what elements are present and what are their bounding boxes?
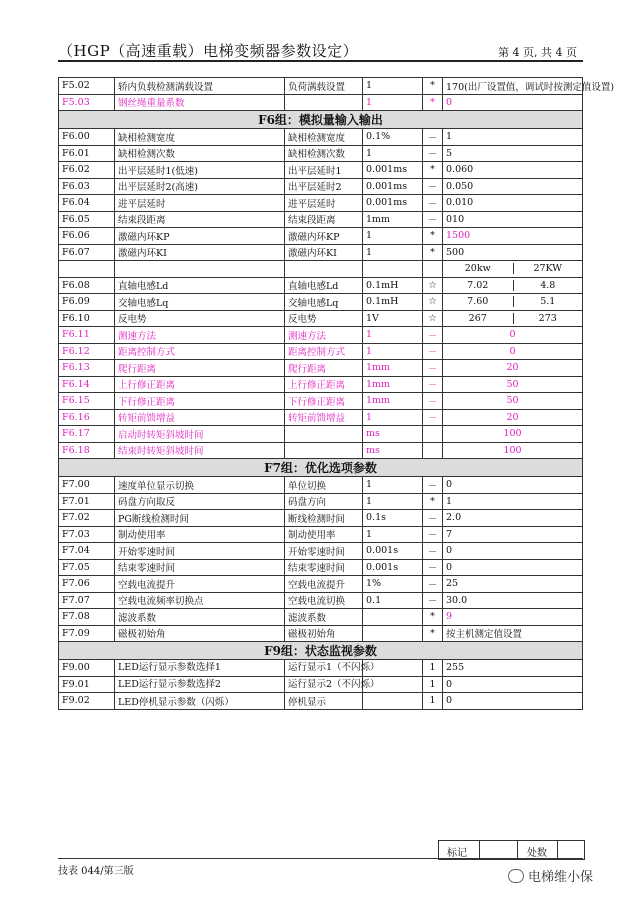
param-name: 下行修正距离: [115, 393, 285, 410]
param-value: 0.010: [443, 195, 583, 212]
param-attribute: －: [423, 327, 443, 344]
param-code: F7.06: [59, 576, 115, 593]
table-row: [59, 145, 583, 162]
param-attribute: 1: [423, 693, 443, 710]
param-display: 运行显示2（不闪烁）: [285, 676, 363, 693]
param-code: F6.07: [59, 244, 115, 261]
param-code: F9.00: [59, 660, 115, 677]
param-code: F9.02: [59, 693, 115, 710]
param-unit: 0.1s: [363, 510, 423, 527]
param-unit: 1mm: [363, 376, 423, 393]
param-unit: 0.001ms: [363, 195, 423, 212]
param-unit: 1: [363, 477, 423, 494]
param-unit: 1: [363, 145, 423, 162]
param-attribute: *: [423, 228, 443, 245]
table-row: [59, 277, 583, 294]
param-code: F6.08: [59, 277, 115, 294]
param-name: 码盘方向取反: [115, 493, 285, 510]
table-row: [59, 94, 583, 111]
param-display: 缺相检测次数: [285, 145, 363, 162]
table-row: [59, 526, 583, 543]
param-name: 结束时转矩斜坡时间: [115, 442, 285, 459]
param-name: 滤波系数: [115, 609, 285, 626]
param-display: [285, 94, 363, 111]
param-name: 启动时转矩斜坡时间: [115, 426, 285, 443]
param-display: 距离控制方式: [285, 343, 363, 360]
param-code: F6.09: [59, 294, 115, 311]
table-row: [59, 576, 583, 593]
param-name: 钢丝绳重量系数: [115, 94, 285, 111]
value-model-a: 267: [468, 312, 487, 324]
table-row: [59, 426, 583, 443]
document-title: （HGP（高速重载）电梯变频器参数设定）: [58, 42, 359, 60]
table-row: [59, 178, 583, 195]
param-value: 0: [443, 676, 583, 693]
empty-cell: [285, 261, 363, 278]
param-unit: 0.1: [363, 592, 423, 609]
param-name: 轿内负载检测满载设置: [115, 78, 285, 95]
model-b-label: 27KW: [513, 263, 583, 274]
param-value: 0: [443, 693, 583, 710]
param-value: 1500: [443, 228, 583, 245]
param-attribute: －: [423, 393, 443, 410]
param-code: F5.03: [59, 94, 115, 111]
param-name: LED运行显示参数选择1: [115, 660, 285, 677]
footer-rule: [58, 858, 583, 859]
parameter-table: [58, 77, 615, 710]
param-code: F7.01: [59, 493, 115, 510]
param-display: 出平层延时1: [285, 162, 363, 179]
param-unit: 1mm: [363, 393, 423, 410]
table-row: [59, 393, 583, 410]
table-row: [59, 195, 583, 212]
param-code: F6.06: [59, 228, 115, 245]
param-unit: 1mm: [363, 211, 423, 228]
param-unit: ms: [363, 426, 423, 443]
param-attribute: *: [423, 625, 443, 642]
param-value: 100: [443, 426, 583, 443]
table-row: [59, 625, 583, 642]
param-code: F6.16: [59, 409, 115, 426]
param-display: 进平层延时: [285, 195, 363, 212]
param-code: F6.14: [59, 376, 115, 393]
param-attribute: －: [423, 559, 443, 576]
param-attribute: －: [423, 129, 443, 146]
param-value: 20: [443, 409, 583, 426]
param-display: 运行显示1（不闪烁）: [285, 660, 363, 677]
watermark-text: 电梯维小保: [528, 870, 594, 885]
param-value: 255: [443, 660, 583, 677]
table-row: [59, 559, 583, 576]
page-header: [58, 40, 583, 62]
table-row: [59, 129, 583, 146]
param-code: F7.00: [59, 477, 115, 494]
param-unit: 0.1mH: [363, 277, 423, 294]
param-name: 直轴电感Ld: [115, 277, 285, 294]
param-code: F7.08: [59, 609, 115, 626]
param-value: 0: [443, 559, 583, 576]
empty-cell: [423, 261, 443, 278]
param-name: 测速方法: [115, 327, 285, 344]
param-value: 0: [443, 327, 583, 344]
param-name: 转矩前馈增益: [115, 409, 285, 426]
table-row: [59, 310, 583, 327]
param-name: 交轴电感Lq: [115, 294, 285, 311]
param-unit: 1V: [363, 310, 423, 327]
table-row: [59, 676, 583, 693]
param-display: 转矩前馈增益: [285, 409, 363, 426]
param-code: F6.17: [59, 426, 115, 443]
param-attribute: －: [423, 409, 443, 426]
param-unit: 0.001s: [363, 559, 423, 576]
param-name: 激磁内环KI: [115, 244, 285, 261]
param-value: 1: [443, 129, 583, 146]
param-value: 25: [443, 576, 583, 593]
param-unit: 0.001s: [363, 543, 423, 560]
param-display: 下行修正距离: [285, 393, 363, 410]
group-header-row: [59, 459, 583, 477]
param-unit: 1: [363, 526, 423, 543]
param-unit: 1: [363, 327, 423, 344]
param-attribute: －: [423, 360, 443, 377]
group-title: F6组：模拟量输入输出: [59, 111, 583, 129]
param-unit: [363, 693, 423, 710]
param-attribute: －: [423, 178, 443, 195]
param-attribute: *: [423, 94, 443, 111]
param-attribute: －: [423, 592, 443, 609]
param-name: 距离控制方式: [115, 343, 285, 360]
param-value-pair: [443, 277, 583, 294]
param-unit: 1: [363, 228, 423, 245]
param-unit: 0.001ms: [363, 178, 423, 195]
model-header: [443, 261, 583, 278]
table-row: [59, 543, 583, 560]
param-display: 制动使用率: [285, 526, 363, 543]
param-unit: 1: [363, 493, 423, 510]
watermark: [508, 866, 593, 885]
param-display: 缺相检测宽度: [285, 129, 363, 146]
param-display: 反电势: [285, 310, 363, 327]
param-value: 按主机测定值设置: [443, 625, 583, 642]
param-display: 码盘方向: [285, 493, 363, 510]
param-attribute: －: [423, 145, 443, 162]
table-row: [59, 327, 583, 344]
param-value: 500: [443, 244, 583, 261]
param-attribute: －: [423, 543, 443, 560]
param-attribute: －: [423, 195, 443, 212]
param-code: F5.02: [59, 78, 115, 95]
param-display: 断线检测时间: [285, 510, 363, 527]
param-display: 空载电流提升: [285, 576, 363, 593]
param-unit: 1: [363, 409, 423, 426]
param-name: LED运行显示参数选择2: [115, 676, 285, 693]
param-code: F7.09: [59, 625, 115, 642]
page-number: 第 4 页, 共 4 页: [498, 46, 577, 59]
value-model-a: 7.02: [467, 279, 489, 291]
value-model-b: 273: [513, 313, 583, 324]
param-value: 0: [443, 94, 583, 111]
param-attribute: －: [423, 477, 443, 494]
group-title: F7组：优化选项参数: [59, 459, 583, 477]
param-code: F6.04: [59, 195, 115, 212]
param-display: 结束段距离: [285, 211, 363, 228]
table-row: [59, 228, 583, 245]
param-value-pair: [443, 310, 583, 327]
param-name: 速度单位显示切换: [115, 477, 285, 494]
param-name: 反电势: [115, 310, 285, 327]
param-code: F6.03: [59, 178, 115, 195]
param-name: 结束段距离: [115, 211, 285, 228]
param-code: F7.02: [59, 510, 115, 527]
table-row: [59, 493, 583, 510]
param-code: F9.01: [59, 676, 115, 693]
param-value: 1: [443, 493, 583, 510]
table-row: [59, 294, 583, 311]
group-header-row: [59, 642, 583, 660]
param-display: 空载电流切换: [285, 592, 363, 609]
param-display: 滤波系数: [285, 609, 363, 626]
param-display: 直轴电感Ld: [285, 277, 363, 294]
count-label: 处数: [527, 848, 547, 859]
param-name: 上行修正距离: [115, 376, 285, 393]
param-code: F6.15: [59, 393, 115, 410]
empty-cell: [363, 261, 423, 278]
param-attribute: 1: [423, 660, 443, 677]
param-attribute: *: [423, 244, 443, 261]
table-row: [59, 592, 583, 609]
group-header-row: [59, 111, 583, 129]
param-value: 2.0: [443, 510, 583, 527]
param-value: 7: [443, 526, 583, 543]
param-attribute: ☆: [423, 294, 443, 311]
param-attribute: －: [423, 526, 443, 543]
param-value: 0: [443, 477, 583, 494]
param-name: 出平层延时2(高速): [115, 178, 285, 195]
value-model-b: 4.8: [513, 280, 583, 291]
param-unit: ms: [363, 442, 423, 459]
param-name: 磁极初始角: [115, 625, 285, 642]
param-value-pair: [443, 294, 583, 311]
param-name: 出平层延时1(低速): [115, 162, 285, 179]
param-code: F6.13: [59, 360, 115, 377]
param-display: 测速方法: [285, 327, 363, 344]
param-attribute: －: [423, 510, 443, 527]
param-attribute: －: [423, 376, 443, 393]
param-value: 0.050: [443, 178, 583, 195]
param-display: 磁极初始角: [285, 625, 363, 642]
param-code: F6.02: [59, 162, 115, 179]
param-value: 30.0: [443, 592, 583, 609]
table-row: [59, 360, 583, 377]
param-value: 0.060: [443, 162, 583, 179]
param-attribute: －: [423, 211, 443, 228]
param-name: 制动使用率: [115, 526, 285, 543]
empty-cell: [115, 261, 285, 278]
table-row: [59, 78, 583, 95]
param-value: 50: [443, 376, 583, 393]
revision-box: [438, 840, 585, 860]
param-code: F7.07: [59, 592, 115, 609]
param-unit: 0.1mH: [363, 294, 423, 311]
table-row: [59, 343, 583, 360]
value-model-a: 7.60: [467, 296, 489, 308]
param-unit: 1: [363, 343, 423, 360]
param-unit: 1mm: [363, 360, 423, 377]
param-value: 0: [443, 543, 583, 560]
param-attribute: 1: [423, 676, 443, 693]
group-title: F9组：状态监视参数: [59, 642, 583, 660]
table-row: [59, 244, 583, 261]
param-name: 缺相检测宽度: [115, 129, 285, 146]
table-row: [59, 376, 583, 393]
param-name: 结束零速时间: [115, 559, 285, 576]
param-display: 停机显示: [285, 693, 363, 710]
param-value: 20: [443, 360, 583, 377]
param-name: 缺相检测次数: [115, 145, 285, 162]
param-code: F6.18: [59, 442, 115, 459]
param-display: 出平层延时2: [285, 178, 363, 195]
param-display: 激磁内环KP: [285, 228, 363, 245]
param-code: F6.12: [59, 343, 115, 360]
param-attribute: [423, 426, 443, 443]
param-value: 100: [443, 442, 583, 459]
table-row: [59, 261, 583, 278]
table-row: [59, 162, 583, 179]
param-value: 0: [443, 343, 583, 360]
table-row: [59, 660, 583, 677]
param-code: F7.05: [59, 559, 115, 576]
table-row: [59, 609, 583, 626]
param-attribute: [423, 442, 443, 459]
param-value: 5: [443, 145, 583, 162]
param-display: 爬行距离: [285, 360, 363, 377]
param-value: 50: [443, 393, 583, 410]
wechat-icon: [508, 869, 524, 883]
param-attribute: *: [423, 78, 443, 95]
param-value: 9: [443, 609, 583, 626]
table-row: [59, 477, 583, 494]
param-name: 激磁内环KP: [115, 228, 285, 245]
param-attribute: －: [423, 576, 443, 593]
param-attribute: *: [423, 609, 443, 626]
value-model-b: 5.1: [513, 296, 583, 307]
param-unit: 1: [363, 94, 423, 111]
param-code: F6.11: [59, 327, 115, 344]
param-unit: 0.001ms: [363, 162, 423, 179]
param-display: 结束零速时间: [285, 559, 363, 576]
param-code: F6.05: [59, 211, 115, 228]
param-name: LED停机显示参数（闪烁）: [115, 693, 285, 710]
param-display: 开始零速时间: [285, 543, 363, 560]
param-attribute: －: [423, 343, 443, 360]
param-display: 负荷满载设置: [285, 78, 363, 95]
table-row: [59, 211, 583, 228]
table-row: [59, 409, 583, 426]
param-attribute: *: [423, 162, 443, 179]
table-row: [59, 693, 583, 710]
param-code: F6.10: [59, 310, 115, 327]
model-a-label: 20kw: [464, 263, 491, 275]
param-display: [285, 442, 363, 459]
mark-label: 标记: [447, 848, 467, 859]
param-unit: 0.1%: [363, 129, 423, 146]
param-code: F7.04: [59, 543, 115, 560]
param-name: 空载电流提升: [115, 576, 285, 593]
param-code: F7.03: [59, 526, 115, 543]
param-display: 交轴电感Lq: [285, 294, 363, 311]
param-display: 上行修正距离: [285, 376, 363, 393]
param-display: 单位切换: [285, 477, 363, 494]
param-unit: [363, 609, 423, 626]
param-code: F6.01: [59, 145, 115, 162]
param-name: 爬行距离: [115, 360, 285, 377]
param-name: 空载电流频率切换点: [115, 592, 285, 609]
param-value: 010: [443, 211, 583, 228]
param-name: 进平层延时: [115, 195, 285, 212]
param-attribute: ☆: [423, 310, 443, 327]
param-name: 开始零速时间: [115, 543, 285, 560]
param-name: PG断线检测时间: [115, 510, 285, 527]
empty-cell: [59, 261, 115, 278]
param-display: [285, 426, 363, 443]
param-value: 170(出厂设置值，调试时按测定值设置): [443, 78, 583, 95]
param-attribute: *: [423, 493, 443, 510]
param-unit: 1: [363, 244, 423, 261]
param-unit: [363, 625, 423, 642]
param-display: 激磁内环KI: [285, 244, 363, 261]
param-code: F6.00: [59, 129, 115, 146]
form-number: 技表 044/第三版: [58, 866, 134, 877]
table-row: [59, 442, 583, 459]
param-unit: 1%: [363, 576, 423, 593]
table-row: [59, 510, 583, 527]
param-attribute: ☆: [423, 277, 443, 294]
param-unit: 1: [363, 78, 423, 95]
